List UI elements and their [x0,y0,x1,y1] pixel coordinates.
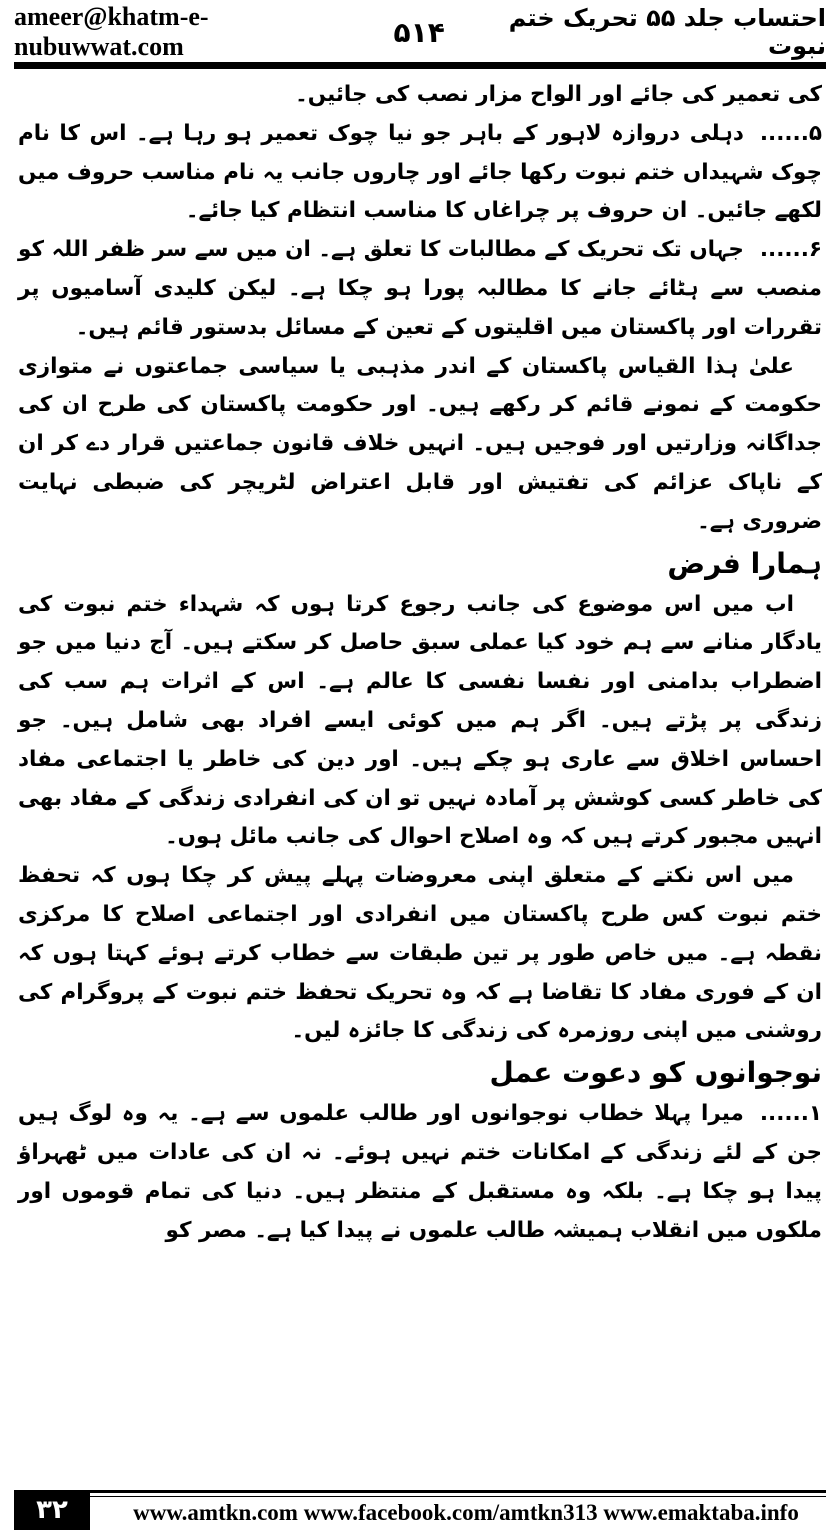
section-heading: ہمارا فرض [667,546,822,580]
numbered-item-5 [18,115,822,231]
page-footer [14,1490,826,1530]
numbered-item-1 [18,1095,822,1250]
numbered-item-6 [18,231,822,347]
paragraph: اب میں اس موضوع کی جانب رجوع کرتا ہوں کہ شہداء ختم نبوت کی یادگار منانے سے ہم خود کیا عملی سبق حاصل کر سکتے ہیں۔ آج دنیا میں جو اضطراب بدامنی اور نفسا نفسی کا عالم ہے۔ اس کے اثرات ہم سب کی زندگی پر پڑتے ہیں۔ اگر ہم میں کوئی ایسے افراد بھی شامل ہیں۔ جو احساس اخلاق سے عاری ہو چکے ہیں۔ اور دین کی خاطر یا اجتماعی مفاد کی خاطر کسی کوشش پر آمادہ نہیں تو ان کی انفرادی زندگی کے مفاد بھی انہیں مجبور کرتے ہیں کہ وہ اصلاح احوال کی جانب مائل ہوں۔ [18,591,822,850]
item-number: ۶...... [759,237,822,263]
section-heading: نوجوانوں کو دعوت عمل [489,1056,822,1090]
header-running-title: احتساب جلد ۵۵ تحریک ختم نبوت [508,4,826,60]
header-rule [14,62,826,69]
body-text [18,76,822,1250]
footer-rule [90,1490,826,1493]
paragraph: میں اس نکتے کے متعلق اپنی معروضات پہلے پیش کر چکا ہوں کہ تحفظ ختم نبوت کس طرح پاکستان میں انفرادی اور اجتماعی اصلاح کا مرکزی نقطہ ہے۔ میں خاص طور پر تین طبقات سے خطاب کرتے ہوئے کہتا ہوں کہ ان کے فوری مفاد کا تقاضا ہے کہ وہ تحریک تحفظ ختم نبوت کے پروگرام کی روشنی میں اپنی روزمرہ کی زندگی کا جائزہ لیں۔ [18,863,822,1044]
footer-page-badge: ۳۲ [14,1490,90,1530]
paragraph: میرا پہلا خطاب نوجوانوں اور طالب علموں سے ہے۔ یہ وہ لوگ ہیں جن کے لئے زندگی کے امکانات ختم نہیں ہوئے۔ نہ ان کی عادات میں ٹھہراؤ پیدا ہو چکا ہے۔ بلکہ وہ مستقبل کے منتظر ہیں۔ دنیا کی تمام قوموں اور ملکوں میں انقلاب ہمیشہ طالب علموں نے پیدا کیا ہے۔ مصر کو [18,1101,822,1243]
header-page-number: ۵۱۴ [393,15,445,49]
footer-rule-thin [90,1496,826,1497]
paragraph: کی تعمیر کی جائے اور الواح مزار نصب کی جائیں۔ [295,82,822,107]
item-number: ۵...... [759,120,822,146]
footer-links: www.amtkn.com www.facebook.com/amtkn313 www.emaktaba.info [133,1500,799,1525]
header-left [14,2,445,62]
item-number: ۱...... [759,1101,822,1127]
paragraph: علیٰ ہذا القیاس پاکستان کے اندر مذہبی یا سیاسی جماعتوں نے متوازی حکومت کے نمونے قائم کر رکھے ہیں۔ اور حکومت پاکستان کی طرح ان کی جداگانہ وزارتیں اور فوجیں ہیں۔ انہیں خلاف قانون جماعتیں قرار دے کر ان کے ناپاک عزائم کی تفتیش اور قابل اعتراض لٹریچر کی ضبطی نہایت ضروری ہے۔ [18,353,822,534]
page-header [14,2,826,61]
paragraph: جہاں تک تحریک کے مطالبات کا تعلق ہے۔ ان میں سے سر ظفر اللہ کو منصب سے ہٹائے جانے کا مطالبہ پورا ہو چکا ہے۔ لیکن کلیدی آسامیوں پر تقررات اور پاکستان میں اقلیتوں کے تعین کے مسائل بدستور قائم ہیں۔ [18,237,822,340]
header-email: ameer@khatm-e-nubuwwat.com [14,2,209,61]
paragraph: دہلی دروازہ لاہور کے باہر جو نیا چوک تعمیر ہو رہا ہے۔ اس کا نام چوک شہیداں ختم نبوت رکھا جائے اور چاروں جانب یہ نام مناسب حروف میں لکھے جائیں۔ ان حروف پر چراغاں کا مناسب انتظام کیا جائے۔ [18,120,822,224]
